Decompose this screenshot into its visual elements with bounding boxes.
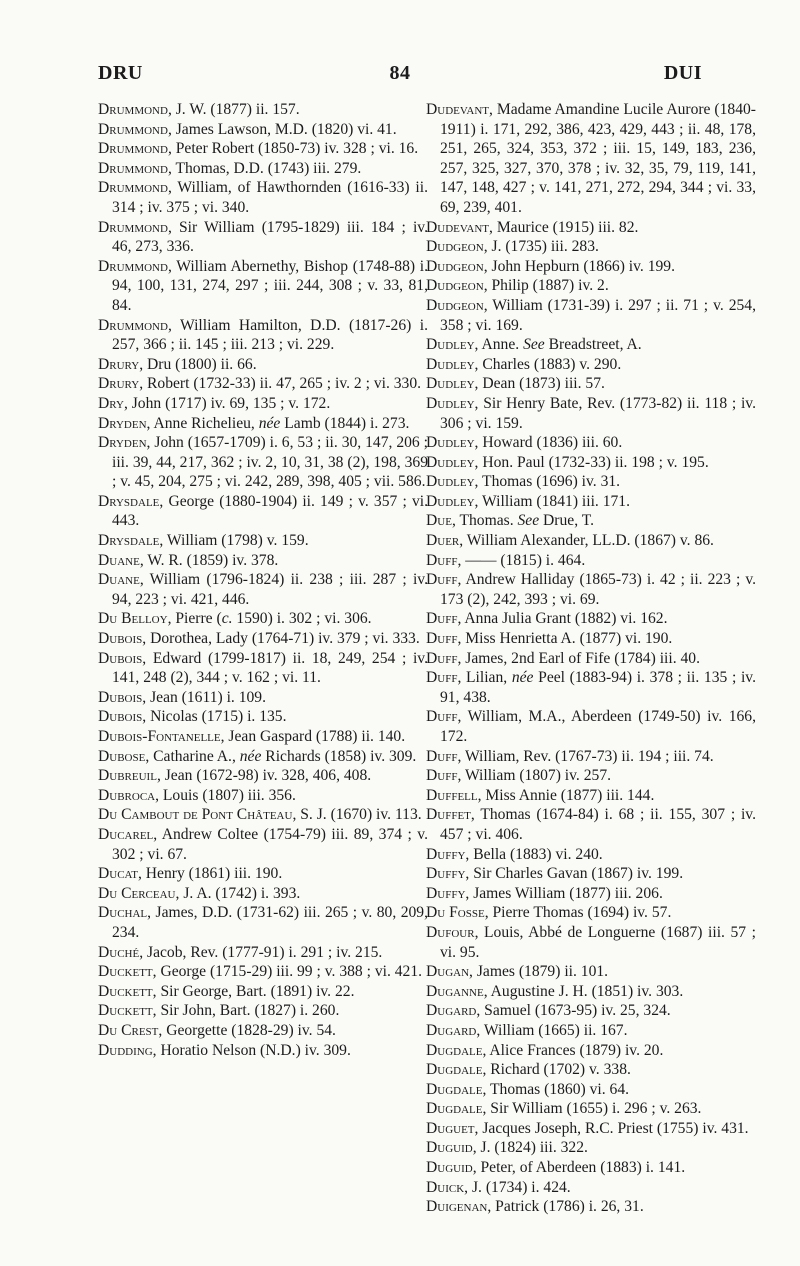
- entry-name: Drummond: [98, 218, 168, 236]
- entry-details: , Pierre (: [167, 610, 222, 628]
- entry-name: Dugard: [426, 1002, 477, 1020]
- entry-details: , Jean (1672-98) iv. 328, 406, 408.: [156, 767, 372, 785]
- entry-name: Duchal: [98, 904, 148, 922]
- entry-name: Dudley: [426, 336, 475, 354]
- index-entry: [98, 159, 428, 179]
- index-entry: [98, 531, 428, 551]
- entry-name: Duane: [98, 551, 140, 569]
- entry-name: Dubois: [98, 708, 143, 726]
- index-entry: [426, 962, 756, 982]
- index-entry: [98, 864, 428, 884]
- index-entry: [426, 218, 756, 238]
- entry-details: , Dean (1873) iii. 57.: [474, 375, 605, 393]
- running-head-right: DUI: [663, 62, 702, 84]
- entry-name: Dugdale: [426, 1041, 483, 1059]
- entry-name: Duckett: [98, 1002, 153, 1020]
- entry-name: Duganne: [426, 982, 484, 1000]
- entry-name: Dudley: [426, 453, 475, 471]
- index-entry: [98, 433, 428, 492]
- index-entry: [426, 903, 756, 923]
- entry-details: , Jean Gaspard (1788) ii. 140.: [220, 728, 406, 745]
- index-entry: [98, 394, 428, 414]
- entry-details: , William (1798) v. 159.: [159, 532, 309, 550]
- entry-details: , Robert (1732-33) ii. 47, 265 ; iv. 2 ; vi. 330.: [139, 375, 422, 393]
- index-entry: [426, 766, 756, 786]
- entry-name: Dugdale: [426, 1100, 483, 1118]
- entry-details: , Miss Henrietta A. (1877) vi. 190.: [457, 630, 673, 648]
- entry-name: Dudley: [426, 375, 475, 393]
- index-entry: [98, 903, 428, 942]
- entry-details: , Horatio Nelson (N.D.) iv. 309.: [152, 1041, 351, 1059]
- entry-name: Dudley: [426, 492, 475, 510]
- entry-name: Dubois: [98, 688, 143, 706]
- index-entry: [98, 257, 428, 316]
- entry-details: , Georgette (1828-29) iv. 54.: [158, 1021, 336, 1039]
- entry-details: , Peter Robert (1850-73) iv. 328 ; vi. 16.: [167, 140, 419, 158]
- index-entry: [426, 1178, 756, 1198]
- index-entry: [426, 629, 756, 649]
- entry-name: Duer: [426, 532, 460, 550]
- entry-name: Dubois: [98, 630, 143, 648]
- entry-details: , W. R. (1859) iv. 378.: [139, 551, 279, 569]
- entry-name: Duff: [426, 649, 458, 667]
- index-entry: [426, 1197, 756, 1217]
- index-entry: [426, 982, 756, 1002]
- entry-details: , Jacob, Rev. (1777-91) i. 291 ; iv. 215.: [139, 943, 383, 961]
- entry-name: Dubose: [98, 747, 146, 765]
- entry-name: Dudgeon: [426, 257, 484, 275]
- entry-name: Drysdale: [98, 492, 160, 510]
- entry-details: , William Hamilton, D.D. (1817-26) i. 257, 366 ; ii. 145 ; iii. 213 ; vi. 229.: [112, 316, 428, 354]
- index-entry: [98, 120, 428, 140]
- entry-details: , Catharine A.,: [145, 747, 240, 765]
- index-entry: [98, 570, 428, 609]
- entry-details: , Anne.: [474, 336, 524, 354]
- index-entry: [426, 1158, 756, 1178]
- index-entry: [426, 864, 756, 884]
- index-entry: [426, 1080, 756, 1100]
- entry-italic: née: [258, 414, 281, 432]
- entry-details: , James, D.D. (1731-62) iii. 265 ; v. 80, 209, 234.: [112, 904, 428, 941]
- entry-details: , J. A. (1742) i. 393.: [175, 884, 301, 902]
- index-entry: [98, 884, 428, 904]
- entry-name: Dudley: [426, 473, 475, 491]
- entry-name: Ducarel: [98, 825, 154, 843]
- entry-details: , J. (1824) iii. 322.: [472, 1139, 588, 1157]
- index-entry: [98, 139, 428, 159]
- index-entry: [98, 374, 428, 394]
- page-number: 84: [389, 62, 411, 84]
- index-entry: [426, 1041, 756, 1061]
- index-entry: [426, 570, 756, 609]
- entry-details: , Sir Henry Bate, Rev. (1773-82) ii. 118 ; iv. 306 ; vi. 159.: [440, 394, 756, 432]
- entry-name: Dudevant: [426, 101, 490, 118]
- entry-name: Duff: [426, 551, 458, 569]
- entry-name: Duane: [98, 571, 140, 589]
- index-entry: [98, 649, 428, 688]
- entry-details: , Sir John, Bart. (1827) i. 260.: [152, 1002, 340, 1020]
- entry-details: , John (1657-1709) i. 6, 53 ; ii. 30, 147, 206 ; iii. 39, 44, 217, 362 ; iv. 2, 10, 31, 38 (2), 198, 369 ; v. 45, 204, 275 ; vi. 242, 289, 398, 405 ; vii. 586.: [112, 434, 428, 491]
- index-column-right: [426, 100, 756, 1217]
- entry-details: , Augustine J. H. (1851) iv. 303.: [483, 982, 684, 1000]
- entry-details: , Lilian,: [457, 669, 512, 687]
- entry-name: Dryden: [98, 414, 147, 432]
- index-entry: [98, 100, 428, 120]
- entry-name: Drummond: [98, 140, 168, 158]
- index-entry: [98, 805, 428, 825]
- entry-details: , James, 2nd Earl of Fife (1784) iii. 40.: [457, 649, 700, 667]
- entry-details: , Sir Charles Gavan (1867) iv. 199.: [465, 865, 684, 883]
- page-header: [0, 62, 800, 88]
- entry-italic: See: [523, 336, 545, 354]
- entry-name: Drury: [98, 375, 140, 393]
- index-entry: [98, 178, 428, 217]
- entry-name: Drummond: [98, 159, 168, 177]
- index-entry: [426, 668, 756, 707]
- index-entry: [426, 1060, 756, 1080]
- index-entry: [426, 786, 756, 806]
- entry-details-cont: Breadstreet, A.: [544, 336, 642, 354]
- entry-details: , William (1841) iii. 171.: [474, 492, 630, 510]
- entry-name: Duff: [426, 669, 458, 687]
- index-entry: [426, 707, 756, 746]
- entry-details: , Sir George, Bart. (1891) iv. 22.: [152, 982, 355, 1000]
- entry-name: Duffell: [426, 786, 478, 804]
- entry-name: Drury: [98, 355, 140, 373]
- entry-details: , Bella (1883) vi. 240.: [465, 845, 603, 863]
- entry-name: Dugdale: [426, 1080, 483, 1098]
- entry-details: , William (1665) ii. 167.: [476, 1021, 628, 1039]
- entry-details: , Thomas (1696) iv. 31.: [474, 473, 621, 491]
- running-head-left: DRU: [98, 62, 143, 84]
- entry-details: , Philip (1887) iv. 2.: [483, 277, 609, 295]
- index-entry: [426, 237, 756, 257]
- index-entry: [426, 805, 756, 844]
- index-entry: [98, 943, 428, 963]
- index-entry: [98, 727, 428, 747]
- index-entry: [98, 609, 428, 629]
- entry-details: , James Lawson, M.D. (1820) vi. 41.: [167, 120, 397, 138]
- entry-details-cont: Drue, T.: [539, 512, 594, 530]
- entry-details: , Alice Frances (1879) iv. 20.: [482, 1041, 664, 1059]
- entry-name: Duguet: [426, 1119, 475, 1137]
- entry-name: Duffy: [426, 845, 466, 863]
- index-entry: [98, 962, 428, 982]
- index-entry: [426, 276, 756, 296]
- entry-details: , Miss Annie (1877) iii. 144.: [477, 786, 655, 804]
- entry-name: Dudgeon: [426, 277, 484, 295]
- entry-name: Drummond: [98, 120, 168, 138]
- entry-name: Du Crest: [98, 1021, 159, 1039]
- index-entry: [98, 747, 428, 767]
- entry-details: , Sir William (1795-1829) iii. 184 ; iv. 46, 273, 336.: [112, 218, 428, 256]
- index-entry: [426, 335, 756, 355]
- entry-details: , Thomas (1674-84) i. 68 ; ii. 155, 307 ; iv. 457 ; vi. 406.: [440, 806, 756, 843]
- entry-details: , Peter, of Aberdeen (1883) i. 141.: [472, 1159, 686, 1177]
- index-entry: [426, 355, 756, 375]
- entry-details: , Dorothea, Lady (1764-71) iv. 379 ; vi. 333.: [142, 630, 420, 648]
- index-entry: [426, 492, 756, 512]
- entry-details: , Howard (1836) iii. 60.: [474, 434, 623, 452]
- entry-name: Dubreuil: [98, 767, 157, 785]
- index-entry: [98, 492, 428, 531]
- entry-details: , Sir William (1655) i. 296 ; v. 263.: [482, 1100, 702, 1118]
- entry-details: , William, M.A., Aberdeen (1749-50) iv. 166, 172.: [440, 708, 756, 745]
- index-entry: [426, 1099, 756, 1119]
- entry-details: , Nicolas (1715) i. 135.: [142, 708, 287, 726]
- index-entry: [98, 766, 428, 786]
- index-entry: [98, 629, 428, 649]
- entry-details: , Jacques Joseph, R.C. Priest (1755) iv. 431.: [474, 1119, 749, 1137]
- entry-name: Dudgeon: [426, 238, 484, 256]
- entry-details: , John Hepburn (1866) iv. 199.: [483, 257, 675, 275]
- entry-details: , William, of Hawthornden (1616-33) ii. 314 ; iv. 375 ; vi. 340.: [112, 179, 428, 216]
- index-entry: [426, 1001, 756, 1021]
- index-entry: [98, 218, 428, 257]
- entry-details-cont: 1590) i. 302 ; vi. 306.: [232, 610, 372, 628]
- entry-name: Dudding: [98, 1041, 153, 1059]
- index-entry: [426, 531, 756, 551]
- entry-name: Dudgeon: [426, 296, 484, 314]
- entry-name: Duffet: [426, 806, 471, 824]
- entry-details: , Samuel (1673-95) iv. 25, 324.: [476, 1002, 671, 1020]
- index-entry: [426, 884, 756, 904]
- index-entry: [426, 747, 756, 767]
- entry-name: Dubroca: [98, 786, 156, 804]
- entry-name: Dugdale: [426, 1061, 483, 1079]
- entry-details: , J. (1735) iii. 283.: [483, 238, 599, 256]
- entry-details: , J. (1734) i. 424.: [464, 1178, 571, 1196]
- entry-details: , Pierre Thomas (1694) iv. 57.: [484, 904, 672, 922]
- entry-name: Duguid: [426, 1139, 473, 1157]
- entry-name: Duckett: [98, 982, 153, 1000]
- entry-details: , Henry (1861) iii. 190.: [138, 865, 283, 883]
- index-entry: [426, 923, 756, 962]
- index-entry: [426, 433, 756, 453]
- entry-name: Drummond: [98, 316, 168, 334]
- entry-italic: née: [239, 747, 262, 765]
- entry-name: Duff: [426, 610, 458, 628]
- index-column-left: [98, 100, 428, 1060]
- index-entry: [98, 1041, 428, 1061]
- index-entry: [98, 316, 428, 355]
- entry-details: , George (1880-1904) ii. 149 ; v. 357 ; vi. 443.: [112, 492, 428, 530]
- entry-name: Du Cambout de Pont Château: [98, 806, 293, 824]
- entry-name: Drummond: [98, 257, 168, 275]
- index-entry: [98, 688, 428, 708]
- index-entry: [426, 1021, 756, 1041]
- entry-name: Duguid: [426, 1159, 473, 1177]
- entry-name: Duffy: [426, 884, 466, 902]
- index-entry: [426, 1138, 756, 1158]
- index-entry: [98, 414, 428, 434]
- entry-name: Dudley: [426, 394, 475, 412]
- entry-details: , Madame Amandine Lucile Aurore (1840-1911) i. 171, 292, 386, 423, 429, 443 ; ii. 48, 178, 251, 265, 324, 353, 372 ; iii. 15, 149, 183, 236, 257, 325, 327, 370, 378 ; iv. 32, 35, 79, 119, 141, 147, 148, 427 ; v. 141, 271, 272, 294, 344 ; vi. 33, 69, 239, 401.: [440, 101, 756, 216]
- entry-name: Duffy: [426, 865, 466, 883]
- entry-name: Du Cerceau: [98, 884, 176, 902]
- entry-name: Due: [426, 512, 452, 530]
- entry-name: Dudley: [426, 434, 475, 452]
- index-entry: [98, 1001, 428, 1021]
- entry-name: Duckett: [98, 963, 153, 981]
- entry-name: Dryden: [98, 434, 147, 452]
- entry-name: Ducat: [98, 865, 138, 883]
- entry-details: , William Alexander, LL.D. (1867) v. 86.: [459, 532, 714, 550]
- entry-details: , James William (1877) iii. 206.: [465, 884, 663, 902]
- entry-details: , Dru (1800) ii. 66.: [139, 355, 257, 373]
- entry-name: Duff: [426, 708, 458, 726]
- entry-details: , Anna Julia Grant (1882) vi. 162.: [457, 610, 668, 628]
- entry-name: Duff: [426, 630, 458, 648]
- entry-details: , S. J. (1670) iv. 113.: [292, 806, 422, 824]
- index-entry: [98, 355, 428, 375]
- entry-details: , William Abernethy, Bishop (1748-88) i. 94, 100, 131, 274, 297 ; iii. 244, 308 ; v. 33, 81, 84.: [112, 257, 428, 314]
- entry-italic: See: [517, 512, 540, 530]
- entry-name: Dubois-Fontanelle: [98, 728, 221, 745]
- entry-italic: c.: [221, 610, 233, 628]
- entry-name: Duff: [426, 571, 458, 589]
- entry-name: Duff: [426, 767, 458, 785]
- index-entry: [98, 786, 428, 806]
- index-entry: [98, 982, 428, 1002]
- entry-details: , George (1715-29) iii. 99 ; v. 388 ; vi. 421.: [152, 963, 423, 981]
- entry-details: , J. W. (1877) ii. 157.: [167, 101, 300, 118]
- entry-name: Dry: [98, 394, 124, 412]
- entry-name: Dugan: [426, 963, 470, 981]
- entry-name: Du Fosse: [426, 904, 485, 922]
- entry-name: Dufour: [426, 923, 475, 941]
- index-entry: [98, 551, 428, 571]
- entry-details: , Richard (1702) v. 338.: [482, 1061, 631, 1079]
- entry-details: , Charles (1883) v. 290.: [474, 355, 622, 373]
- index-entry: [426, 1119, 756, 1139]
- entry-name: Duigenan: [426, 1198, 488, 1216]
- entry-details: , —— (1815) i. 464.: [457, 551, 586, 569]
- index-entry: [426, 609, 756, 629]
- index-entry: [426, 511, 756, 531]
- entry-name: Drummond: [98, 179, 168, 197]
- entry-italic: née: [511, 669, 534, 687]
- entry-details: , William (1807) iv. 257.: [457, 767, 612, 785]
- index-entry: [426, 845, 756, 865]
- entry-details-cont: Peel (1883-94) i. 378 ; ii. 135 ; iv. 91, 438.: [440, 669, 756, 706]
- entry-details: , William (1796-1824) ii. 238 ; iii. 287 ; iv. 94, 223 ; vi. 421, 446.: [112, 571, 428, 608]
- entry-name: Dudley: [426, 355, 475, 373]
- index-entry: [426, 472, 756, 492]
- entry-details-cont: Lamb (1844) i. 273.: [280, 414, 410, 432]
- entry-name: Drummond: [98, 101, 168, 118]
- index-entry: [98, 825, 428, 864]
- entry-details: , Hon. Paul (1732-33) ii. 198 ; v. 195.: [474, 453, 709, 471]
- entry-details: , John (1717) iv. 69, 135 ; v. 172.: [123, 394, 331, 412]
- entry-details: , Anne Richelieu,: [146, 414, 259, 432]
- entry-details: , William, Rev. (1767-73) ii. 194 ; iii. 74.: [457, 747, 714, 765]
- entry-name: Dubois: [98, 649, 143, 667]
- index-entry: [426, 453, 756, 473]
- entry-name: Dudevant: [426, 218, 490, 236]
- entry-details: , Maurice (1915) iii. 82.: [489, 218, 639, 236]
- entry-name: Drysdale: [98, 532, 160, 550]
- entry-name: Du Belloy: [98, 610, 168, 628]
- entry-details: , Andrew Halliday (1865-73) i. 42 ; ii. 223 ; v. 173 (2), 242, 393 ; vi. 69.: [440, 571, 756, 608]
- index-entry: [426, 394, 756, 433]
- entry-details: , Edward (1799-1817) ii. 18, 249, 254 ; iv. 141, 248 (2), 344 ; v. 162 ; vi. 11.: [112, 649, 428, 687]
- entry-name: Duff: [426, 747, 458, 765]
- entry-name: Duché: [98, 943, 140, 961]
- entry-details: , Louis, Abbé de Longuerne (1687) iii. 57 ; vi. 95.: [440, 923, 756, 961]
- index-entry: [426, 100, 756, 218]
- entry-details: , Andrew Coltee (1754-79) iii. 89, 374 ; v. 302 ; vi. 67.: [112, 825, 428, 863]
- entry-details: , Jean (1611) i. 109.: [142, 688, 266, 706]
- index-entry: [426, 649, 756, 669]
- entry-details: , Thomas (1860) vi. 64.: [482, 1080, 630, 1098]
- entry-name: Duick: [426, 1178, 465, 1196]
- entry-details: , Thomas, D.D. (1743) iii. 279.: [167, 159, 362, 177]
- index-entry: [426, 374, 756, 394]
- entry-details: , William (1731-39) i. 297 ; ii. 71 ; v. 254, 358 ; vi. 169.: [440, 296, 756, 334]
- entry-details: , Patrick (1786) i. 26, 31.: [487, 1198, 644, 1216]
- index-entry: [98, 707, 428, 727]
- index-entry: [426, 551, 756, 571]
- index-entry: [426, 257, 756, 277]
- index-entry: [426, 296, 756, 335]
- entry-details: , James (1879) ii. 101.: [469, 963, 609, 981]
- entry-details-cont: Richards (1858) iv. 309.: [261, 747, 417, 765]
- entry-details: , Louis (1807) iii. 356.: [155, 786, 296, 804]
- entry-details: , Thomas.: [451, 512, 518, 530]
- entry-name: Dugard: [426, 1021, 477, 1039]
- index-entry: [98, 1021, 428, 1041]
